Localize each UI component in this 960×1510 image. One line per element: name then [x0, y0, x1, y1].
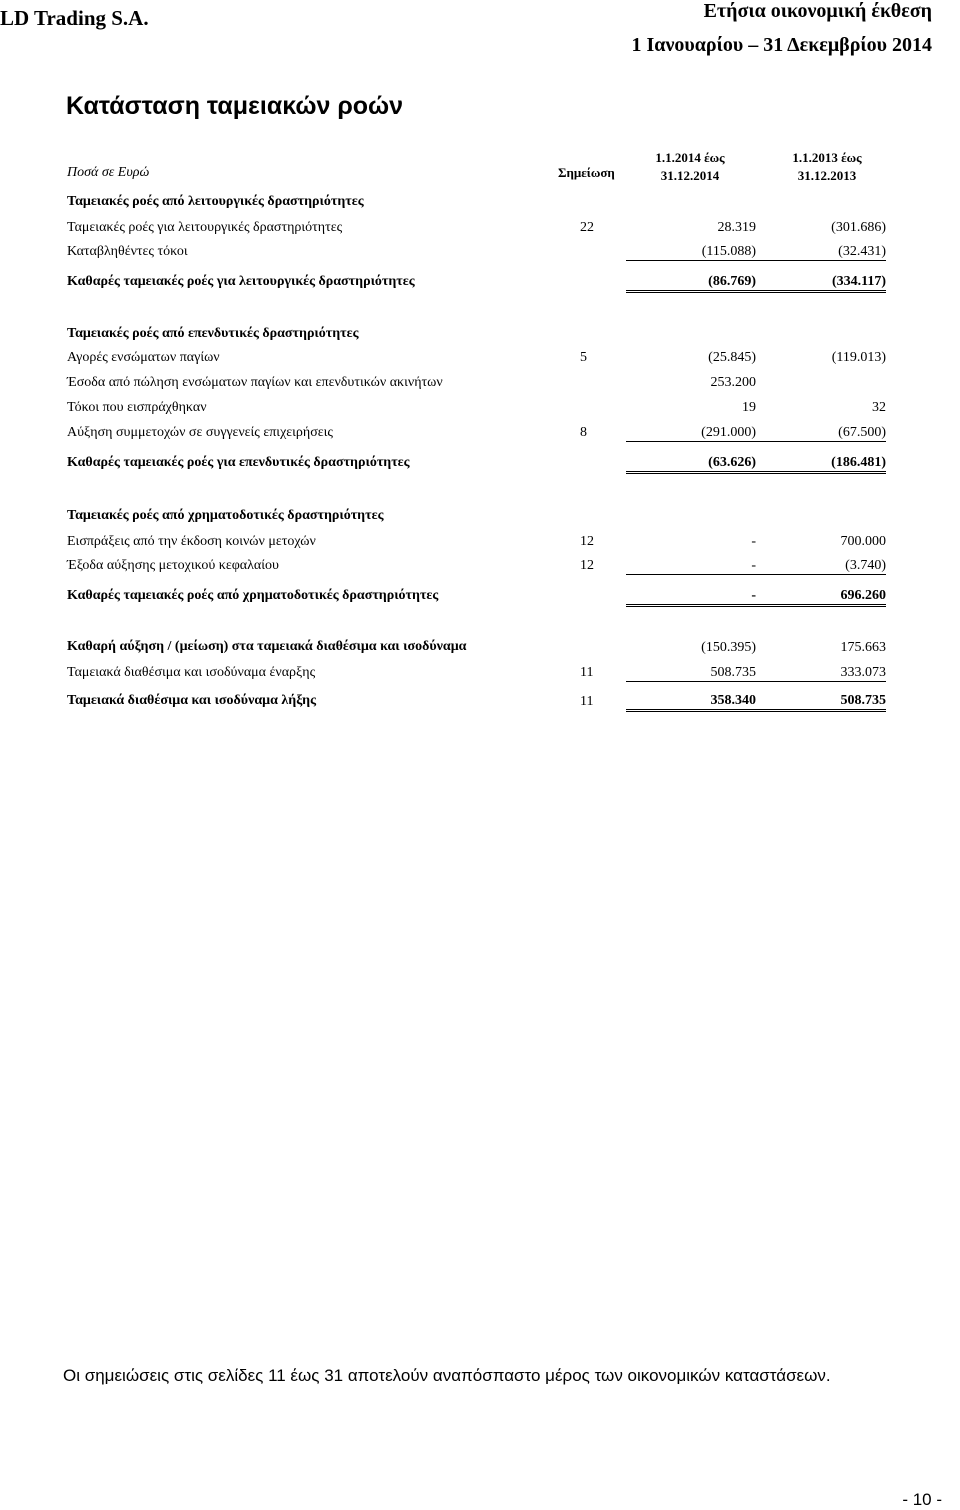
closing-cash-label: Ταμειακά διαθέσιμα και ισοδύναμα λήξης — [67, 693, 316, 708]
total-value-2014: - — [626, 588, 756, 607]
row-value-2013: (3.740) — [756, 558, 886, 575]
total-value-2013: (186.481) — [756, 455, 886, 474]
page-number: - 10 - — [902, 1490, 942, 1509]
closing-cash-2013: 508.735 — [756, 693, 886, 712]
net-change-2013: 175.663 — [840, 640, 886, 655]
row-label: Αγορές ενσώματων παγίων — [67, 350, 220, 365]
row-value-2013: (119.013) — [831, 350, 886, 365]
page-title: Κατάσταση ταμειακών ροών — [66, 92, 404, 120]
row-note: 12 — [580, 534, 594, 549]
row-value-2013: (32.431) — [756, 244, 886, 261]
row-value-2013: (301.686) — [831, 220, 886, 235]
total-value-2013: (334.117) — [756, 274, 886, 293]
row-value-2014: - — [751, 534, 756, 549]
row-note: 8 — [580, 425, 587, 440]
total-label: Καθαρές ταμειακές ροές από χρηματοδοτικές δραστηριότητες — [67, 588, 439, 603]
footer-note: Οι σημειώσεις στις σελίδες 11 έως 31 αποτελούν αναπόσπαστο μέρος των οικονομικών καταστάσεων. — [63, 1366, 831, 1385]
total-value-2014: (86.769) — [626, 274, 756, 293]
row-label: Τόκοι που εισπράχθηκαν — [67, 400, 207, 415]
column-header-2013-line1: 1.1.2013 έως — [792, 150, 862, 165]
row-label: Καταβληθέντες τόκοι — [67, 244, 188, 259]
operating-heading: Ταμειακές ροές από λειτουργικές δραστηριότητες — [67, 194, 364, 209]
row-value-2014: 253.200 — [710, 375, 756, 390]
column-header-2014-line2: 31.12.2014 — [660, 168, 720, 183]
row-label: Ταμειακές ροές για λειτουργικές δραστηριότητες — [67, 220, 343, 235]
opening-cash-2014: 508.735 — [626, 665, 756, 682]
net-change-2014: (150.395) — [701, 640, 756, 655]
opening-cash-2013: 333.073 — [756, 665, 886, 682]
closing-cash-2014: 358.340 — [626, 693, 756, 712]
financing-heading: Ταμειακές ροές από χρηματοδοτικές δραστηριότητες — [67, 508, 384, 523]
column-header-2014-line1: 1.1.2014 έως — [655, 150, 725, 165]
row-value-2014: (25.845) — [708, 350, 756, 365]
row-value-2014: - — [626, 558, 756, 575]
closing-cash-note: 11 — [580, 694, 594, 709]
investing-heading: Ταμειακές ροές από επενδυτικές δραστηριότητες — [67, 326, 359, 341]
row-value-2014: (291.000) — [626, 425, 756, 442]
row-note: 12 — [580, 558, 594, 573]
row-label: Αύξηση συμμετοχών σε συγγενείς επιχειρήσεις — [67, 425, 333, 440]
row-value-2013: (67.500) — [756, 425, 886, 442]
row-label: Έξοδα αύξησης μετοχικού κεφαλαίου — [67, 558, 279, 573]
opening-cash-note: 11 — [580, 665, 594, 680]
column-header-2013-line2: 31.12.2013 — [797, 168, 857, 183]
total-label: Καθαρές ταμειακές ροές για λειτουργικές δραστηριότητες — [67, 274, 415, 289]
row-note: 22 — [580, 220, 594, 235]
units-label: Ποσά σε Ευρώ — [67, 165, 150, 180]
column-header-2014 — [630, 149, 750, 185]
total-value-2013: 696.260 — [756, 588, 886, 607]
total-value-2014: (63.626) — [626, 455, 756, 474]
company-name: LD Trading S.A. — [0, 6, 149, 30]
total-label: Καθαρές ταμειακές ροές για επενδυτικές δραστηριότητες — [67, 455, 410, 470]
net-change-label: Καθαρή αύξηση / (μείωση) στα ταμειακά διαθέσιμα και ισοδύναμα — [67, 639, 467, 654]
row-label: Εισπράξεις από την έκδοση κοινών μετοχών — [67, 534, 316, 549]
report-title: Ετήσια οικονομική έκθεση — [703, 0, 932, 22]
row-value-2013: 32 — [872, 400, 886, 415]
row-label: Έσοδα από πώληση ενσώματων παγίων και επενδυτικών ακινήτων — [67, 375, 443, 390]
row-value-2014: 19 — [742, 400, 756, 415]
row-value-2013: 700.000 — [840, 534, 886, 549]
column-header-2013 — [767, 149, 887, 185]
note-column-header: Σημείωση — [558, 165, 615, 180]
row-value-2014: (115.088) — [626, 244, 756, 261]
row-note: 5 — [580, 350, 587, 365]
report-period: 1 Ιανουαρίου – 31 Δεκεμβρίου 2014 — [631, 34, 932, 56]
row-value-2014: 28.319 — [717, 220, 756, 235]
opening-cash-label: Ταμειακά διαθέσιμα και ισοδύναμα έναρξης — [67, 665, 316, 680]
